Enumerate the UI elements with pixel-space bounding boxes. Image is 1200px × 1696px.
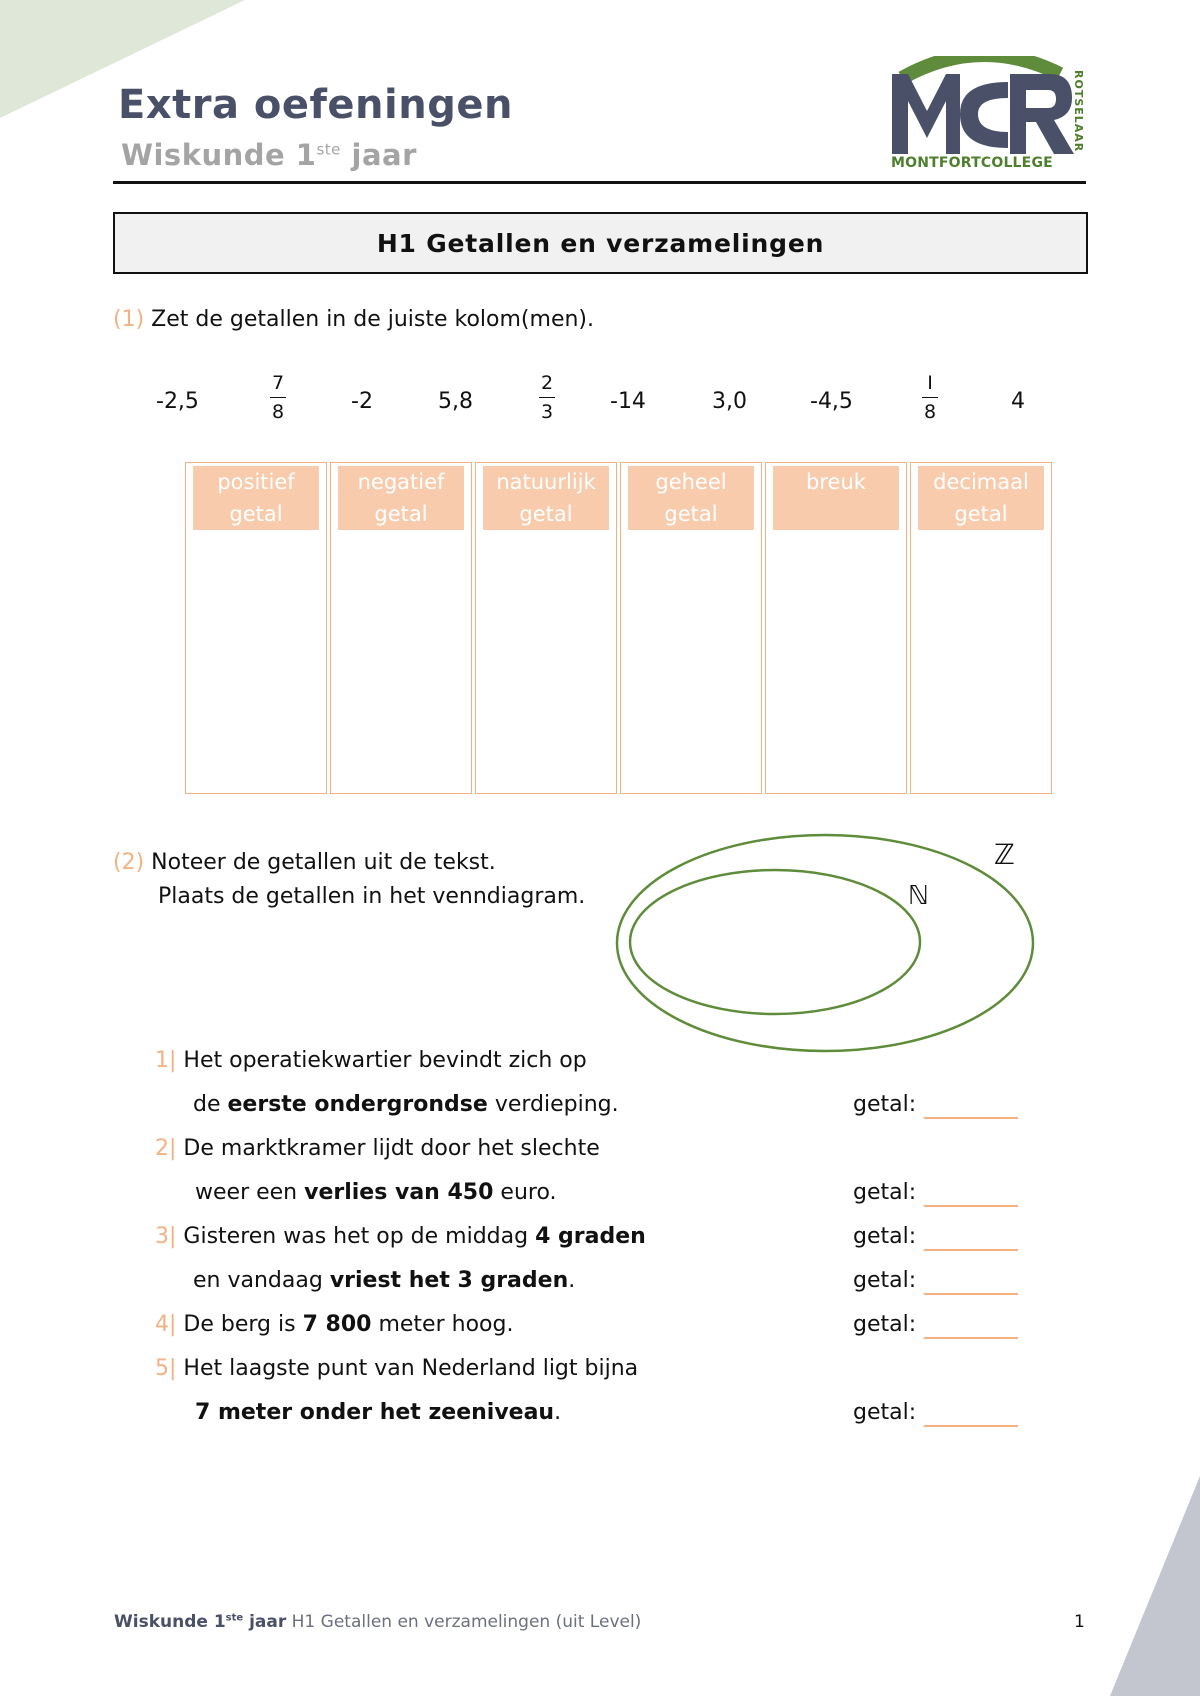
venn-label-n: ℕ <box>908 881 929 911</box>
list-item-continuation: weer een verlies van 450 euro. <box>195 1180 557 1205</box>
list-item-continuation: en vandaag vriest het 3 graden. <box>193 1268 576 1293</box>
column-header: positief getal <box>193 466 319 530</box>
venn-set-n <box>630 870 920 1014</box>
list-item: 1| Het operatiekwartier bevindt zich op <box>155 1048 587 1073</box>
number-value: -4,5 <box>810 389 853 414</box>
table-column[interactable] <box>765 462 907 794</box>
answer-blank <box>924 1095 1018 1119</box>
fraction-value: I 8 <box>923 372 937 423</box>
exercise-2-instruction: (2) Noteer de getallen uit de tekst. Plaats de getallen in het venndiagram. <box>113 850 586 909</box>
list-item: 3| Gisteren was het op de middag 4 graden <box>155 1224 646 1249</box>
answer-blank <box>924 1227 1018 1251</box>
table-column[interactable] <box>620 462 762 794</box>
exercise-1-instruction: (1) Zet de getallen in de juiste kolom(men). <box>113 307 595 332</box>
answer-blank <box>924 1183 1018 1207</box>
exercise-number: (2) <box>113 850 145 875</box>
corner-decoration-bottom-right <box>1110 1476 1200 1696</box>
table-column[interactable] <box>475 462 617 794</box>
answer-blank <box>924 1403 1018 1427</box>
list-item: 2| De marktkramer lijdt door het slechte <box>155 1136 600 1161</box>
answer-field[interactable]: getal: <box>853 1092 1018 1119</box>
table-column[interactable] <box>330 462 472 794</box>
header-divider <box>113 181 1086 184</box>
chapter-heading: H1 Getallen en verzamelingen <box>113 212 1088 274</box>
column-header: natuurlijk getal <box>483 466 609 530</box>
column-header: decimaal getal <box>918 466 1044 530</box>
venn-diagram[interactable] <box>610 832 1050 1058</box>
numbers-row <box>150 372 1050 436</box>
document-subtitle: Wiskunde 1ste jaar <box>121 138 417 172</box>
number-value: 5,8 <box>438 389 473 414</box>
answer-blank <box>924 1315 1018 1339</box>
answer-field[interactable]: getal: <box>853 1400 1018 1427</box>
number-value: 4 <box>1011 389 1025 414</box>
number-value: -2,5 <box>156 389 199 414</box>
logo-wordmark: MONTFORTCOLLEGE <box>891 155 1053 171</box>
venn-label-z: ℤ <box>994 838 1015 871</box>
classification-table <box>185 462 1057 794</box>
column-header: negatief getal <box>338 466 464 530</box>
table-column[interactable] <box>185 462 327 794</box>
column-header: geheel getal <box>628 466 754 530</box>
number-value: -14 <box>610 389 646 414</box>
answer-blank <box>924 1271 1018 1295</box>
footer-text: Wiskunde 1ste jaar H1 Getallen en verzamelingen (uit Level) <box>114 1612 642 1632</box>
list-item-continuation: de eerste ondergrondse verdieping. <box>193 1092 619 1117</box>
venn-set-z <box>617 835 1033 1051</box>
document-title: Extra oefeningen <box>118 82 513 128</box>
column-header: breuk <box>773 466 899 530</box>
number-value: -2 <box>351 389 373 414</box>
answer-field[interactable]: getal: <box>853 1312 1018 1339</box>
page-number: 1 <box>1074 1612 1085 1632</box>
answer-field[interactable]: getal: <box>853 1224 1018 1251</box>
number-value: 3,0 <box>712 389 747 414</box>
table-column[interactable] <box>910 462 1052 794</box>
exercise-number: (1) <box>113 307 145 332</box>
list-item-continuation: 7 meter onder het zeeniveau. <box>195 1400 562 1425</box>
fraction-value: 7 8 <box>271 372 285 423</box>
answer-field[interactable]: getal: <box>853 1180 1018 1207</box>
list-item: 4| De berg is 7 800 meter hoog. <box>155 1312 514 1337</box>
answer-field[interactable]: getal: <box>853 1268 1018 1295</box>
logo-vertical-text: ROTSELAAR <box>1072 70 1085 153</box>
list-item: 5| Het laagste punt van Nederland ligt bijna <box>155 1356 639 1381</box>
fraction-value: 2 3 <box>540 372 554 423</box>
